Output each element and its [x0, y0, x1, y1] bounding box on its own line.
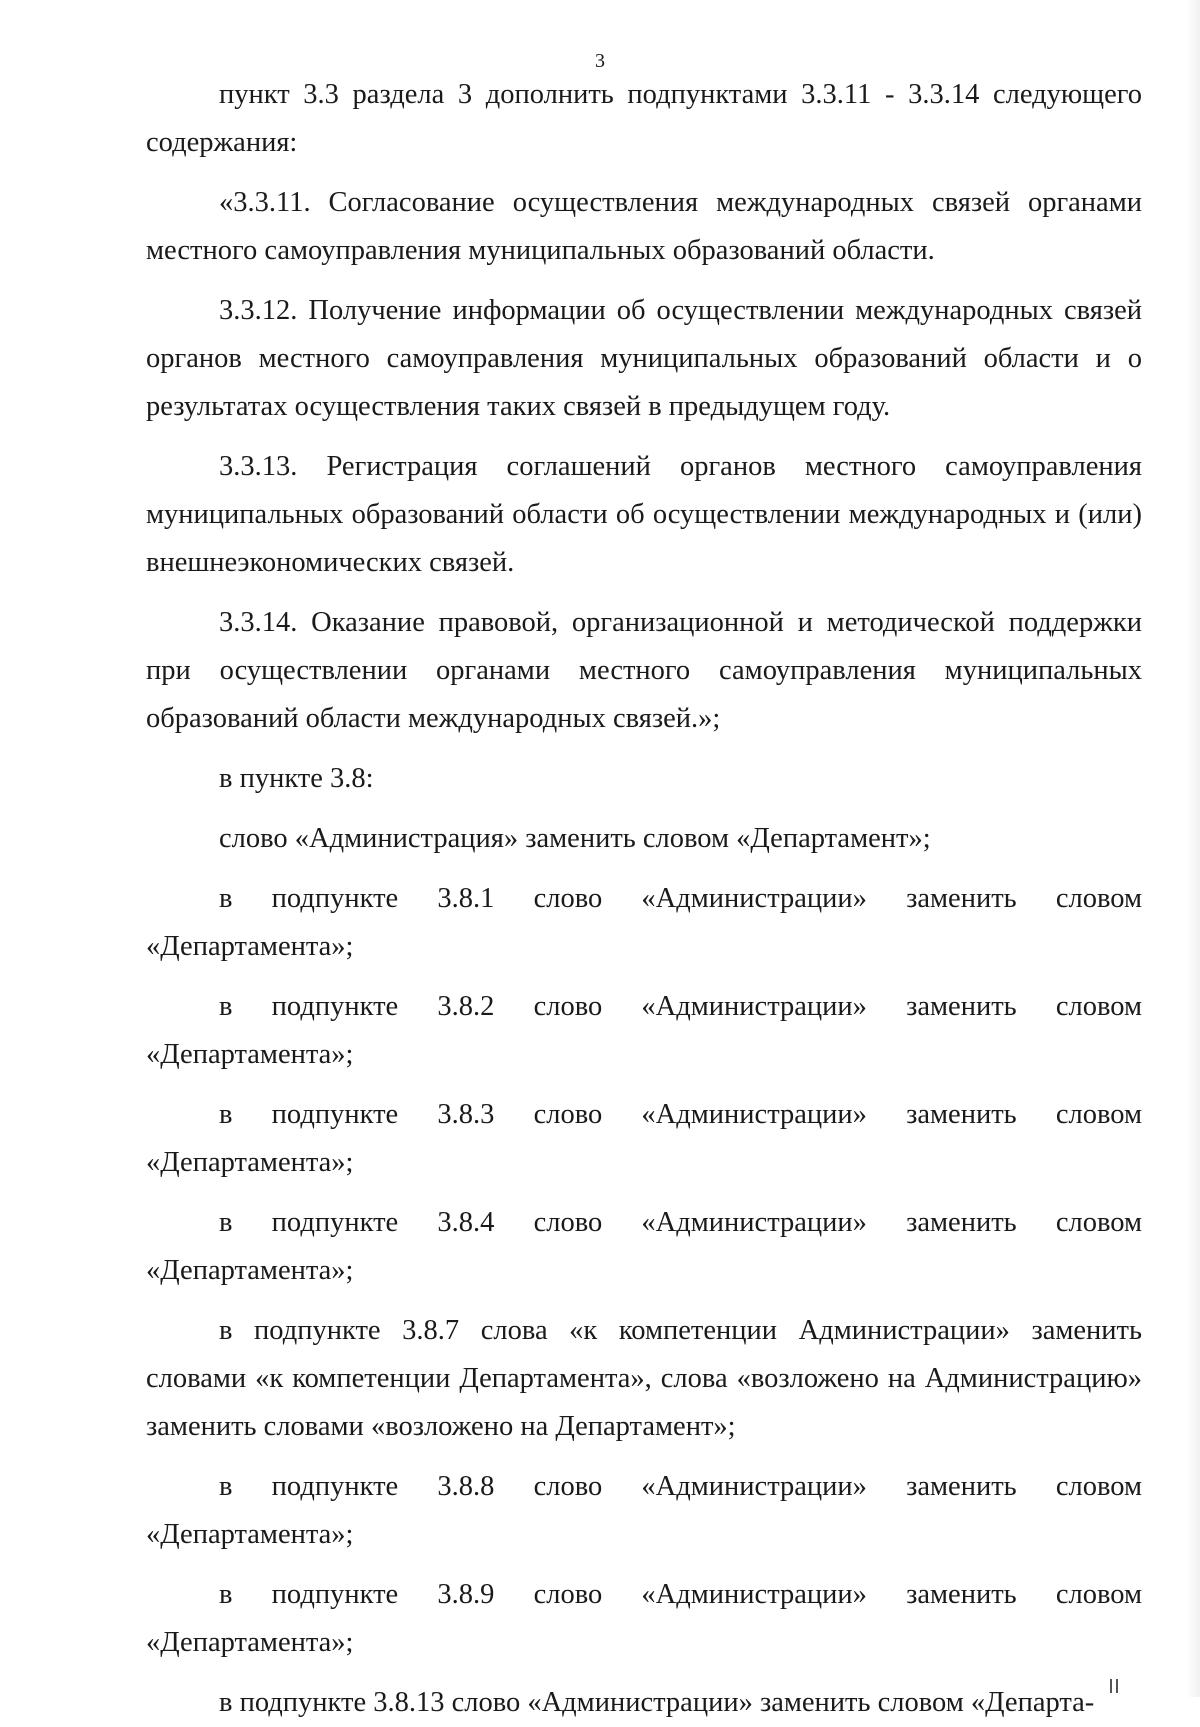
paragraph-3-3-13: 3.3.13. Регистрация соглашений органов местного самоуправления муниципальных образований области об осуществлении международных и (или) внешнеэкономических связей.	[146, 451, 1142, 578]
paragraph-point-3-8: в пункте 3.8:	[219, 763, 374, 794]
paragraph-word-replace: слово «Администрация» заменить словом «Департамент»;	[219, 823, 931, 854]
scan-mark	[1110, 1679, 1112, 1693]
paragraph-3-3-12: 3.3.12. Получение информации об осуществлении международных связей органов местного самоуправления муниципальных образований области и о результатах осуществления таких связей в предыдущем году.	[146, 295, 1142, 422]
paragraph-3-8-9: в подпункте 3.8.9 слово «Администрации» заменить словом «Департамента»;	[146, 1579, 1142, 1658]
paragraph-3-8-4: в подпункте 3.8.4 слово «Администрации» заменить словом «Департамента»;	[146, 1207, 1142, 1286]
paragraph-3-3-14: 3.3.14. Оказание правовой, организационной и методической поддержки при осуществлении органами местного самоуправления муниципальных образований области международных связей.»;	[146, 607, 1142, 734]
paragraph-3-8-1: в подпункте 3.8.1 слово «Администрации» заменить словом «Департамента»;	[146, 883, 1142, 962]
paragraph-3-8-2: в подпункте 3.8.2 слово «Администрации» заменить словом «Департамента»;	[146, 991, 1142, 1070]
scan-page-edge	[1186, 0, 1200, 1697]
paragraph-3-8-13: в подпункте 3.8.13 слово «Администрации» заменить словом «Департа-	[219, 1687, 1095, 1718]
document-body	[146, 71, 1142, 1727]
paragraph-3-8-8: в подпункте 3.8.8 слово «Администрации» заменить словом «Департамента»;	[146, 1471, 1142, 1550]
page-number: 3	[595, 50, 605, 72]
paragraph-3-8-3: в подпункте 3.8.3 слово «Администрации» заменить словом «Департамента»;	[146, 1099, 1142, 1178]
paragraph-3-3-11: «3.3.11. Согласование осуществления международных связей органами местного самоуправления муниципальных образований области.	[146, 187, 1142, 266]
scan-mark	[1116, 1679, 1118, 1693]
paragraph-3-8-7: в подпункте 3.8.7 слова «к компетенции Администрации» заменить словами «к компетенции Департамента», слова «возложено на Администрацию» заменить словами «возложено на Департамент»;	[146, 1315, 1142, 1442]
paragraph-intro: пункт 3.3 раздела 3 дополнить подпунктами 3.3.11 - 3.3.14 следующего содержания:	[146, 79, 1142, 158]
